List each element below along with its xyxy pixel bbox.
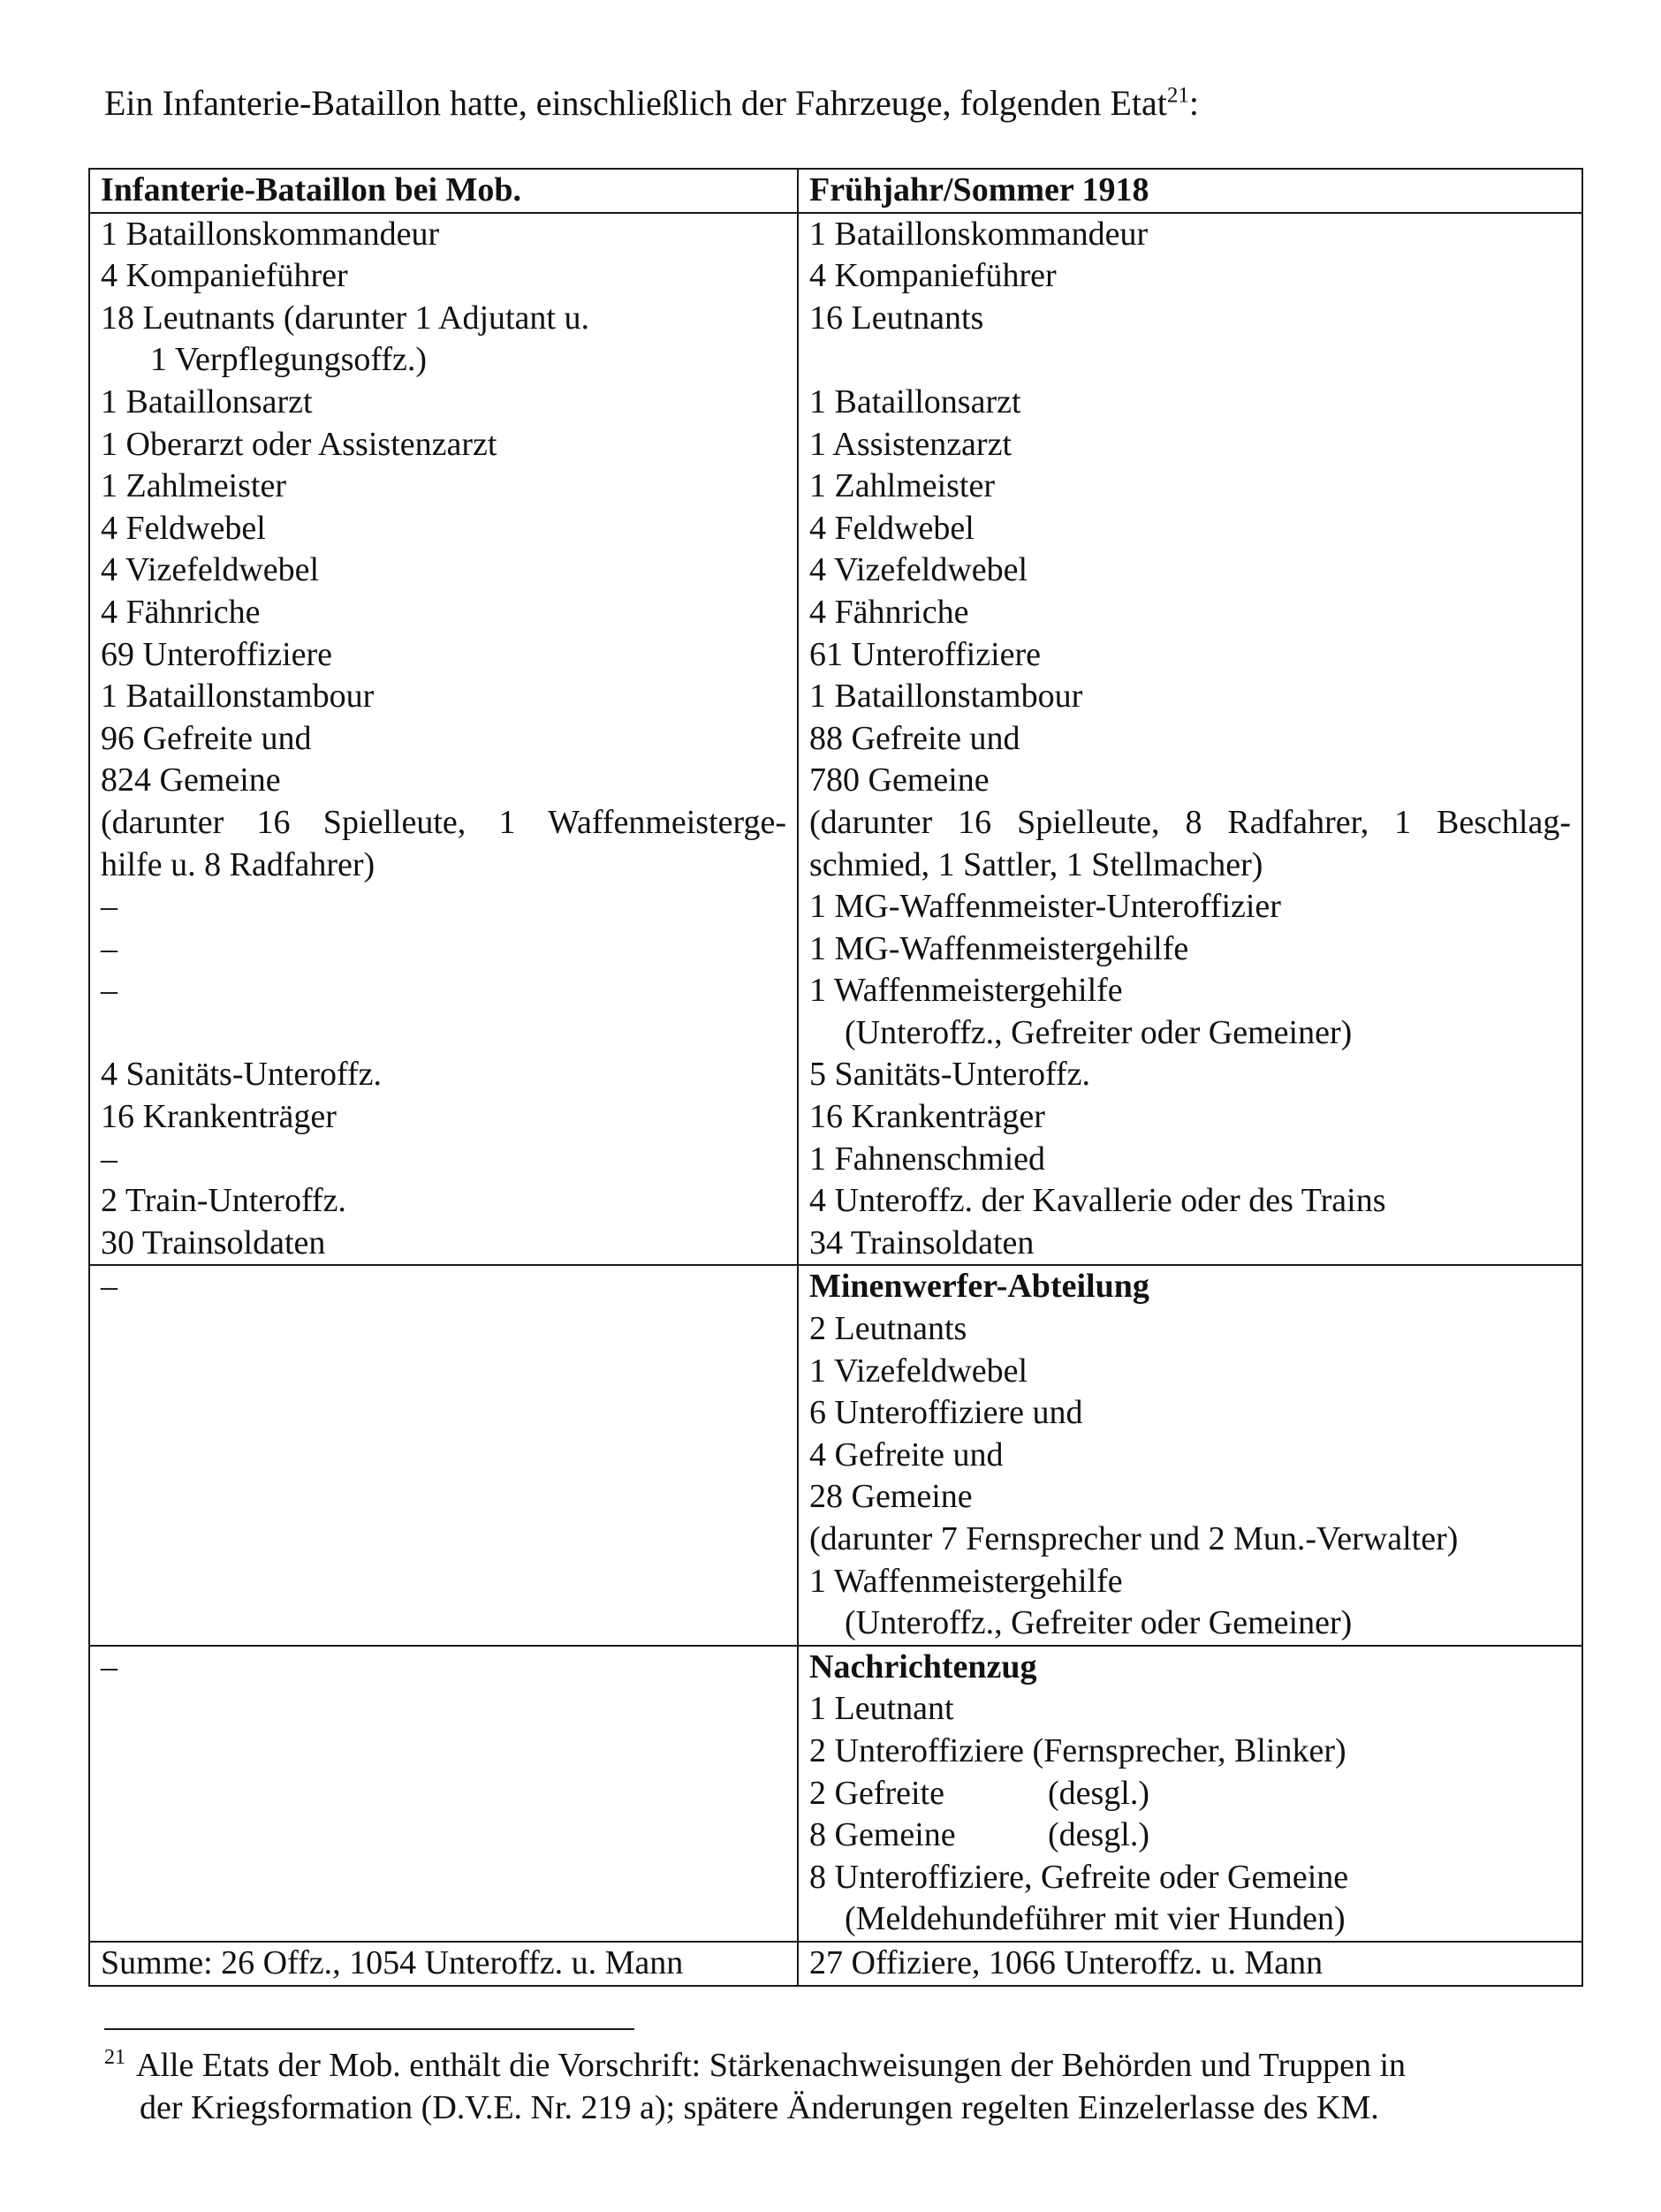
1918-column [798, 213, 1582, 1266]
list-item: 1 Bataillonsarzt [809, 383, 1021, 420]
list-item [101, 1012, 786, 1055]
list-item: 1 MG-Waffenmeister-Unteroffizier [809, 888, 1281, 926]
minenwerfer-cell [798, 1265, 1582, 1645]
list-item: 4 Fähnriche [101, 593, 261, 631]
list-item: 4 Feldwebel [809, 509, 975, 547]
list-item: 4 Feldwebel [101, 509, 266, 547]
list-item: 1 Bataillonsarzt [101, 383, 313, 420]
list-item [809, 1814, 1571, 1857]
header-mob: Infanterie-Bataillon bei Mob. [89, 169, 798, 213]
footnote-text-2: der Kriegsformation (D.V.E. Nr. 219 a); spätere Änderungen regelten Einzelerlasse des KM. [140, 2089, 1379, 2126]
list-item: (darunter 16 Spielleute, 8 Radfahrer, 1 Beschlag- [809, 803, 1571, 841]
list-item: 5 Sanitäts-Unteroffz. [809, 1056, 1090, 1094]
list-item: 96 Gefreite und [101, 719, 312, 757]
list-item-count: 8 Gemeine [809, 1816, 956, 1854]
list-item: 16 Krankenträger [101, 1098, 337, 1136]
etat-table [88, 168, 1583, 1987]
list-item: (darunter 16 Spielleute, 1 Waffenmeisterge- [101, 803, 786, 841]
minenwerfer-mob-cell [89, 1265, 798, 1645]
list-item: – [101, 888, 118, 926]
list-item: 6 Unteroffiziere und [809, 1394, 1083, 1432]
list-item: 16 Leutnants [809, 299, 984, 337]
header-1918: Frühjahr/Sommer 1918 [798, 169, 1582, 213]
footnote [104, 2044, 1589, 2129]
list-item: (Unteroffz., Gefreiter oder Gemeiner) [845, 1604, 1353, 1642]
list-item: 18 Leutnants (darunter 1 Adjutant u. [101, 299, 589, 337]
list-item: 69 Unteroffiziere [101, 635, 333, 673]
list-item: 4 Unteroffz. der Kavallerie oder des Trains [809, 1182, 1386, 1220]
list-item: 824 Gemeine [101, 761, 281, 799]
intro-sentence [104, 81, 1199, 125]
list-item: 1 Verpflegungsoffz.) [150, 341, 428, 379]
intro-suffix: : [1188, 83, 1199, 123]
list-item: 1 Waffenmeistergehilfe [809, 1562, 1123, 1600]
list-item: 1 Bataillonskommandeur [809, 215, 1149, 253]
nachrichtenzug-cell [798, 1646, 1582, 1942]
section-title-nachrichtenzug: Nachrichtenzug [809, 1648, 1037, 1686]
list-item: (Unteroffz., Gefreiter oder Gemeiner) [845, 1013, 1353, 1051]
list-item: 4 Kompanieführer [101, 257, 348, 295]
intro-text: Ein Infanterie-Bataillon hatte, einschließlich der Fahrzeuge, folgenden Etat [104, 83, 1167, 123]
main-row [89, 213, 1582, 1266]
list-item-note: (desgl.) [1048, 1774, 1150, 1812]
list-item: 4 Fähnriche [809, 593, 969, 631]
list-item-note: (desgl.) [1048, 1816, 1150, 1854]
list-item: (darunter 7 Fernsprecher und 2 Mun.-Verwalter) [809, 1520, 1459, 1557]
list-item-count: 2 Gefreite [809, 1774, 944, 1812]
footnote-text-1: Alle Etats der Mob. enthält die Vorschrift: Stärkenachweisungen der Behörden und Truppen in [136, 2047, 1407, 2084]
list-item: 780 Gemeine [809, 761, 990, 799]
list-item: hilfe u. 8 Radfahrer) [101, 845, 375, 883]
list-item [809, 339, 1571, 382]
list-item: – [101, 929, 118, 967]
list-item: (Meldehundeführer mit vier Hunden) [845, 1900, 1346, 1938]
list-item: 4 Vizefeldwebel [101, 551, 320, 589]
summary-mob-text: Summe: 26 Offz., 1054 Unteroffz. u. Mann [101, 1943, 684, 1981]
list-item: 1 MG-Waffenmeistergehilfe [809, 929, 1189, 967]
list-item: 1 Zahlmeister [101, 467, 286, 505]
list-item: 2 Train-Unteroffz. [101, 1182, 346, 1220]
list-item: 16 Krankenträger [809, 1098, 1045, 1136]
list-item: 1 Vizefeldwebel [809, 1352, 1028, 1390]
summary-1918 [798, 1942, 1582, 1986]
footnote-divider [104, 2028, 634, 2030]
list-item: 88 Gefreite und [809, 719, 1020, 757]
nachrichtenzug-row [89, 1646, 1582, 1942]
list-item: – [101, 1268, 118, 1306]
list-item: 4 Kompanieführer [809, 257, 1057, 295]
nachrichtenzug-mob-cell [89, 1646, 798, 1942]
footnote-number: 21 [104, 2046, 125, 2070]
list-item: 8 Unteroffiziere, Gefreite oder Gemeine [809, 1858, 1349, 1896]
list-item: – [101, 1648, 118, 1686]
header-row [89, 169, 1582, 213]
list-item: 1 Oberarzt oder Assistenzarzt [101, 425, 497, 463]
list-item: 1 Leutnant [809, 1690, 954, 1728]
list-item: 1 Bataillonstambour [101, 678, 375, 716]
mob-column [89, 213, 798, 1266]
list-item: – [101, 1140, 118, 1178]
list-item: 4 Gefreite und [809, 1436, 1004, 1473]
list-item: 34 Trainsoldaten [809, 1223, 1035, 1261]
list-item: 61 Unteroffiziere [809, 635, 1042, 673]
list-item: – [101, 972, 118, 1010]
list-item: 1 Fahnenschmied [809, 1140, 1046, 1178]
list-item: 1 Assistenzarzt [809, 425, 1013, 463]
list-item: 2 Leutnants [809, 1310, 967, 1348]
list-item: schmied, 1 Sattler, 1 Stellmacher) [809, 845, 1263, 883]
list-item: 1 Zahlmeister [809, 467, 995, 505]
list-item: 1 Bataillonstambour [809, 678, 1083, 716]
summary-row [89, 1942, 1582, 1986]
list-item: 4 Vizefeldwebel [809, 551, 1028, 589]
summary-mob [89, 1942, 798, 1986]
section-title-minenwerfer: Minenwerfer-Abteilung [809, 1268, 1149, 1306]
list-item: 28 Gemeine [809, 1478, 973, 1516]
list-item [809, 1773, 1571, 1815]
list-item: 4 Sanitäts-Unteroffz. [101, 1056, 382, 1094]
list-item: 2 Unteroffiziere (Fernsprecher, Blinker) [809, 1731, 1346, 1769]
list-item: 1 Bataillonskommandeur [101, 215, 440, 253]
footnote-line-1 [104, 2047, 1406, 2084]
summary-1918-text: 27 Offiziere, 1066 Unteroffz. u. Mann [809, 1943, 1323, 1981]
list-item: 1 Waffenmeistergehilfe [809, 972, 1123, 1010]
list-item: 30 Trainsoldaten [101, 1223, 326, 1261]
footnote-ref: 21 [1166, 83, 1189, 108]
minenwerfer-row [89, 1265, 1582, 1645]
